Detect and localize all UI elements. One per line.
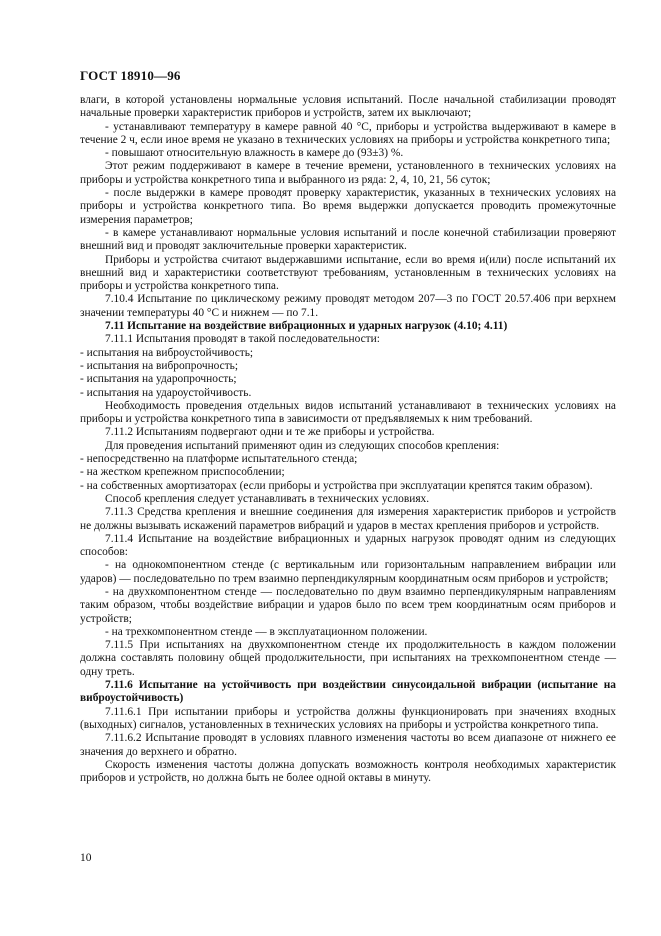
paragraph: - на трехкомпонентном стенде — в эксплуатационном положении. [105,625,428,638]
paragraph: - на двухкомпонентном стенде — последовательно по двум взаимно перпендикулярным направлениям таким образом, чтобы воздействие вибрации и ударов было по всем трем координатным осям приборов и устройств; [80,585,616,625]
paragraph: 7.11.3 Средства крепления и внешние соединения для измерения характеристик приборов и устройств не должны вызывать искажений параметров вибраций и ударов в местах крепления приборов и устройств. [80,506,616,532]
paragraph: 7.11.2 Испытаниям подвергают одни и те же приборы и устройства. [105,426,435,439]
document-body [80,94,616,785]
paragraph: Необходимость проведения отдельных видов испытаний устанавливают в технических условиях на приборы и устройства конкретного типа в зависимости от предъявляемых к ним требований. [80,399,616,426]
section-heading: 7.11.6 Испытание на устойчивость при воздействии синусоидальной вибрации (испытание на виброустойчивость) [80,679,616,705]
paragraph: Приборы и устройства считают выдержавшими испытание, если во время и(или) после испытаний их внешний вид и характеристики соответствуют требованиям, установленным в технических условиях на приборы и устройства конкретного типа. [80,253,616,293]
page-number: 10 [80,852,92,864]
paragraph: Скорость изменения частоты должна допускать возможность контроля необходимых характеристик приборов и устройств, но должна быть не более одной октавы в минуту. [80,758,616,785]
document-header: ГОСТ 18910—96 [80,68,181,83]
paragraph: влаги, в которой установлены нормальные условия испытаний. После начальной стабилизации проводят начальные проверки характеристик приборов и устройств, затем их выключают; [80,94,616,120]
paragraph: - испытания на вибропрочность; [80,359,239,372]
paragraph: - испытания на виброустойчивость; [80,346,254,359]
paragraph: - после выдержки в камере проводят проверку характеристик, указанных в технических условиях на приборы и устройства конкретного типа. Во время выдержки допускается проводить промежуточные измерения параметров; [80,187,616,226]
paragraph: - на собственных амортизаторах (если приборы и устройства при эксплуатации крепятся таким образом). [80,479,593,492]
paragraph: Способ крепления следует устанавливать в технических условиях. [105,492,430,505]
paragraph: - испытания на удароустойчивость. [80,386,252,399]
paragraph: - испытания на ударопрочность; [80,373,237,386]
paragraph: 7.11.4 Испытание на воздействие вибрационных и ударных нагрузок проводят одним из следующих способов: [80,532,616,559]
paragraph: 7.11.6.1 При испытании приборы и устройства должны функционировать при значениях входных (выходных) сигналов, установленных в технических условиях на приборы и устройства конкретного типа. [80,705,616,731]
paragraph: 7.11.1 Испытания проводят в такой последовательности: [105,333,380,346]
section-heading: 7.11 Испытание на воздействие вибрационных и ударных нагрузок (4.10; 4.11) [105,320,508,333]
paragraph: - в камере устанавливают нормальные условия испытаний и после конечной стабилизации проверяют внешний вид и проводят заключительные проверки характеристик. [80,226,616,253]
paragraph: Этот режим поддерживают в камере в течение времени, установленного в технических условиях на приборы и устройства конкретного типа и выбранного из ряда: 2, 4, 10, 21, 56 суток; [80,160,616,186]
paragraph: - непосредственно на платформе испытательного стенда; [80,453,358,466]
paragraph: - на жестком крепежном приспособлении; [80,466,285,479]
paragraph: - на однокомпонентном стенде (с вертикальным или горизонтальным направлением вибрации или ударов) — последовательно по трем взаимно перпендикулярным координатным осям приборов и устройств; [80,559,616,585]
paragraph: - устанавливают температуру в камере равной 40 °С, приборы и устройства выдерживают в камере в течение 2 ч, если иное время не указано в технических условиях на приборы и устройства конкретного типа; [80,120,616,146]
paragraph: Для проведения испытаний применяют один из следующих способов крепления: [105,439,500,452]
paragraph: - повышают относительную влажность в камере до (93±3) %. [105,147,404,160]
paragraph: 7.10.4 Испытание по циклическому режиму проводят методом 207—3 по ГОСТ 20.57.406 при верхнем значении температуры 40 °С и нижнем — по 7.1. [80,293,616,319]
paragraph: 7.11.5 При испытаниях на двухкомпонентном стенде их продолжительность в каждом положении должна составлять половину общей продолжительности, при испытаниях на трехкомпонентном стенде — одну треть. [80,639,616,678]
paragraph: 7.11.6.2 Испытание проводят в условиях плавного изменения частоты во всем диапазоне от нижнего ее значения до верхнего и обратно. [80,732,616,758]
